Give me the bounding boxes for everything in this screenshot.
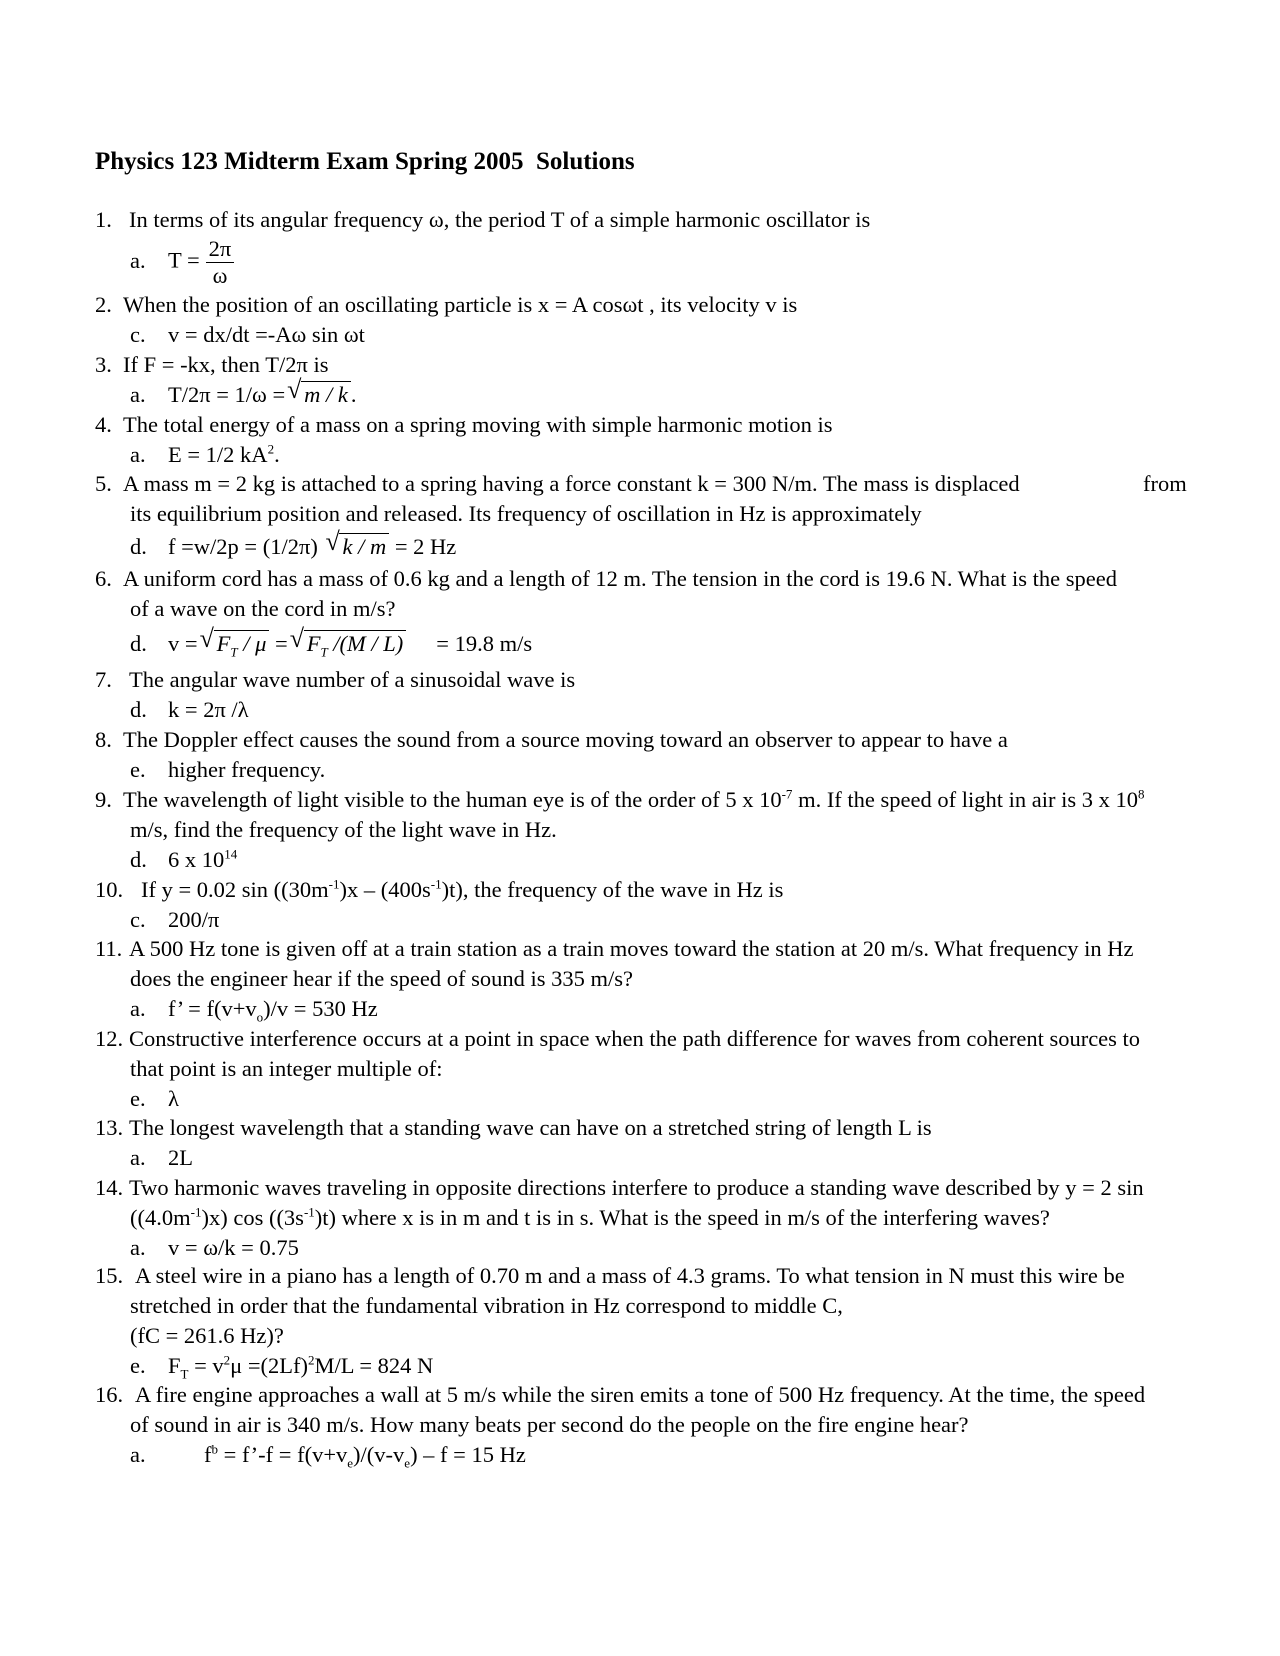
question-13: 13. The longest wavelength that a standing wave can have on a stretched string of length L is — [95, 1115, 932, 1140]
question-7: 7. The angular wave number of a sinusoidal wave is — [95, 667, 576, 692]
question-6-line-2: of a wave on the cord in m/s? — [130, 596, 396, 621]
square-root: √ k / m — [325, 533, 389, 561]
answer-15: e. $F_T = v^2\mu =(2Lf)^2M/L = 824$ N — [130, 1352, 434, 1382]
question-15: 15. A steel wire in a piano has a length of 0.70 m and a mass of 4.3 grams. To what tension in N must this wire be — [95, 1263, 1125, 1288]
question-5-line-2: its equilibrium position and released. Its frequency of oscillation in Hz is approximately — [130, 501, 922, 526]
answer-16: a. $f^b$ = f’-f = $f(v+v_e)/(v-v_e) - f = 15$ Hz — [130, 1441, 526, 1471]
question-5: 5. A mass m = 2 kg is attached to a spring having a force constant k = 300 N/m. The mass is displaced — [95, 471, 1020, 496]
question-16: 16. A fire engine approaches a wall at 5 m/s while the siren emits a tone of 500 Hz frequency. At the time, the speed — [95, 1382, 1146, 1407]
question-11: 11. A 500 Hz tone is given off at a train station as a train moves toward the station at 20 m/s. What frequency in Hz — [95, 936, 1134, 961]
question-8: 8. The Doppler effect causes the sound from a source moving toward an observer to appear to have a — [95, 727, 1008, 752]
answer-8: e. higher frequency. — [130, 757, 326, 782]
answer-7: d. k = 2π /λ — [130, 697, 249, 722]
answer-10: c. 200/π — [130, 907, 220, 932]
question-15-line-3: (fC = 261.6 Hz)? — [130, 1323, 284, 1348]
question-11-line-2: does the engineer hear if the speed of sound is 335 m/s? — [130, 966, 633, 991]
question-16-line-2: of sound in air is 340 m/s. How many beats per second do the people on the fire engine hear? — [130, 1412, 969, 1437]
answer-5: d. f =w/2p = (1/2π) √ k / m = 2 Hz — [130, 527, 457, 559]
answer-14: a. v = ω/k = 0.75 — [130, 1235, 299, 1260]
question-9-line-2: m/s, find the frequency of the light wave in Hz. — [130, 817, 557, 842]
square-root: √ m / k — [287, 381, 351, 409]
question-1: 1. In terms of its angular frequency ω, the period T of a simple harmonic oscillator is — [95, 207, 871, 232]
answer-4: a. E = 1/2 $kA^2$. — [130, 441, 280, 467]
question-14: 14. Two harmonic waves traveling in opposite directions interfere to produce a standing wave described by y = 2 sin — [95, 1175, 1144, 1200]
square-root: √ $F_T$ /(M / L) — [290, 630, 407, 658]
question-15-line-2: stretched in order that the fundamental vibration in Hz correspond to middle C, — [130, 1293, 843, 1318]
question-14-line-2: $((4.0m^{-1})x)$ $\cos ((3s^{-1})t)$ where x is in m and t is in s. What is the speed in m/s of the interfering waves? — [130, 1204, 1050, 1230]
answer-6: d. v = √ $F_T$ / μ = √ $F_T$ /(M / L) = 19.8 m/s — [130, 624, 533, 660]
question-10: 10. If y = 0.02 $\sin ((30m^{-1})x - (400s^{-1})t)$, the frequency of the wave in Hz is — [95, 876, 784, 902]
question-12-line-2: that point is an integer multiple of: — [130, 1056, 443, 1081]
answer-12: e. λ — [130, 1086, 179, 1111]
question-5-right-word: from — [1143, 471, 1187, 496]
fraction: $\frac{2\pi}{\omega}$ — [206, 236, 235, 289]
answer-1: a. T = $\frac{2\pi}{\omega}$ — [130, 236, 234, 289]
answer-13: a. 2L — [130, 1145, 193, 1170]
question-6: 6. A uniform cord has a mass of 0.6 kg and a length of 12 m. The tension in the cord is 19.6 N. What is the speed — [95, 566, 1117, 591]
answer-11: a. f’ = $f(v+v_o)/v = 530$ Hz — [130, 996, 378, 1025]
question-4: 4. The total energy of a mass on a spring moving with simple harmonic motion is — [95, 412, 833, 437]
answer-2: c. v = dx/dt =-Aω sin ωt — [130, 322, 365, 347]
answer-3: a. T/2π = 1/ω = √ m / k . — [130, 375, 357, 407]
answer-9: d. 6 x $10^{14}$ — [130, 846, 238, 872]
question-3: 3. If F = -kx, then T/2π is — [95, 352, 329, 377]
square-root: √ $F_T$ / μ — [200, 630, 270, 658]
page-title: Physics 123 Midterm Exam Spring 2005 Solutions — [95, 148, 635, 175]
question-12: 12. Constructive interference occurs at a point in space when the path difference for waves from coherent sources to — [95, 1026, 1141, 1051]
question-2: 2. When the position of an oscillating particle is x = A cosωt , its velocity v is — [95, 292, 798, 317]
question-9: 9. The wavelength of light visible to the human eye is of the order of 5 x $10^{-7}$ m. If the speed of light in air is 3 x $10^8$ — [95, 786, 1145, 812]
